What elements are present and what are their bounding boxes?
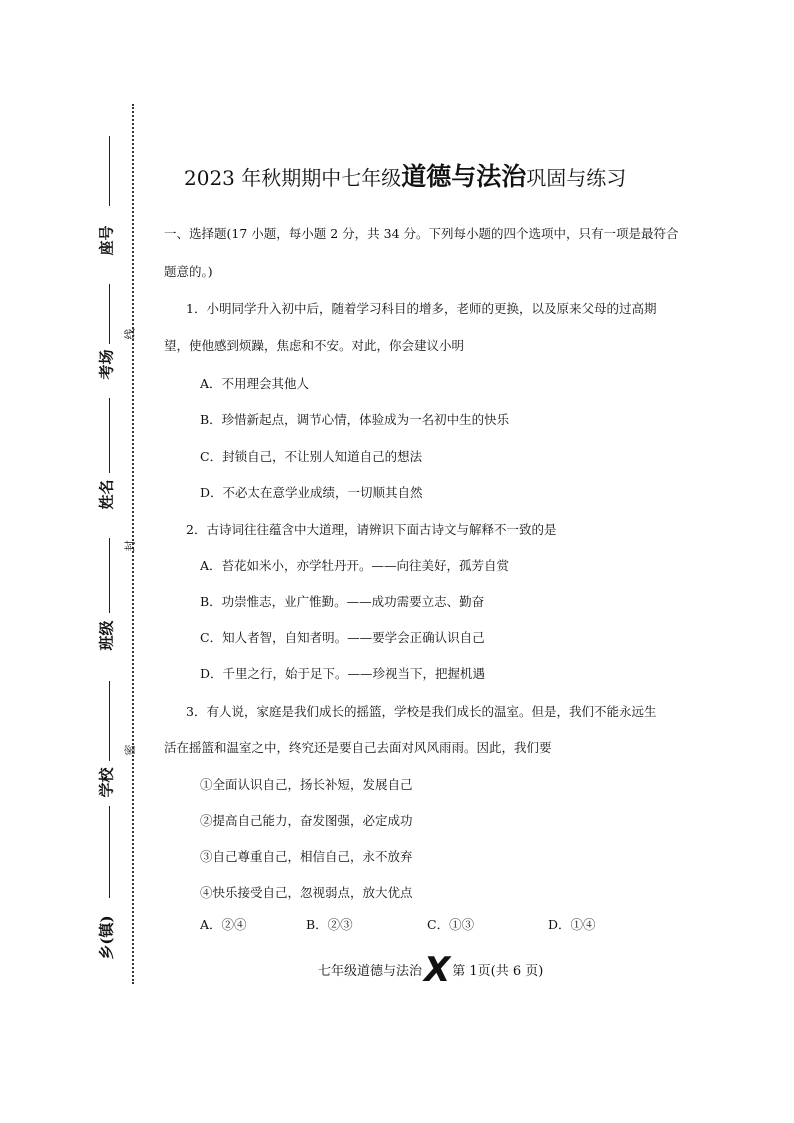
question-3-choice-d: D．①④ <box>548 917 596 932</box>
question-3-choice-c: C．①③ <box>427 917 475 932</box>
question-2-stem: 2．古诗词往往蕴含中大道理，请辨识下面古诗文与解释不一致的是 <box>186 522 557 537</box>
question-2-option-a: A．苔花如米小，亦学牡丹开。——向往美好，孤芳自赏 <box>200 558 510 573</box>
question-1-option-d: D．不必太在意学业成绩，一切顺其自然 <box>200 485 423 500</box>
underline <box>109 136 110 206</box>
field-label: 考场 <box>97 348 116 380</box>
handwritten-mark: X <box>424 950 451 990</box>
question-3-stem-line2: 活在摇篮和温室之中，终究还是要自己去面对风风雨雨。因此，我们要 <box>164 740 552 755</box>
field-label: 班级 <box>97 619 116 651</box>
field-label: 乡(镇) <box>97 914 116 960</box>
question-1-option-c: C．封锁自己，不让别人知道自己的想法 <box>200 449 423 464</box>
township-field <box>86 914 126 960</box>
cut-mark-seal: 封 <box>123 540 137 552</box>
section-instructions-line1: 一、选择题(17 小题，每小题 2 分，共 34 分。下列每小题的四个选项中，只有一项是最符合 <box>164 226 679 241</box>
name-field <box>86 476 126 512</box>
footer-subject: 七年级道德与法治 <box>318 964 423 979</box>
question-3-statement-1: ①全面认识自己，扬长补短，发展自己 <box>200 777 413 792</box>
underline <box>109 398 110 473</box>
footer-page-number: 第 1页(共 6 页) <box>452 964 544 979</box>
question-3-choice-b: B．②③ <box>306 917 353 932</box>
question-1-option-b: B．珍惜新起点，调节心情，体验成为一名初中生的快乐 <box>200 412 510 427</box>
question-2-option-d: D．千里之行，始于足下。——珍视当下，把握机遇 <box>200 666 486 681</box>
field-label: 学校 <box>97 766 116 798</box>
question-1-option-a: A．不用理会其他人 <box>200 376 310 391</box>
field-label: 座号 <box>97 224 116 256</box>
question-2-option-c: C．知人者智，自知者明。——要学会正确认识自己 <box>200 630 485 645</box>
question-1-stem-line1: 1．小明同学升入初中后，随着学习科目的增多，老师的更换，以及原来父母的过高期 <box>186 301 657 316</box>
title-subject: 道德与法治 <box>401 162 527 191</box>
seat-number-field <box>86 222 126 258</box>
title-year: 2023 年秋期期中七年级 <box>184 166 402 190</box>
exam-room-field <box>86 346 126 382</box>
question-3-stem-line1: 3．有人说，家庭是我们成长的摇篮，学校是我们成长的温室。但是，我们不能永远生 <box>186 704 657 719</box>
question-3-statement-4: ④快乐接受自己，忽视弱点，放大优点 <box>200 885 413 900</box>
field-label: 姓名 <box>97 478 116 510</box>
question-1-stem-line2: 望，使他感到烦躁，焦虑和不安。对此，你会建议小明 <box>164 338 465 353</box>
question-3-choice-a: A．②④ <box>200 917 247 932</box>
underline <box>109 681 110 761</box>
section-instructions-line2: 题意的。) <box>164 264 213 279</box>
question-3-statement-3: ③自己尊重自己，相信自己，永不放弃 <box>200 849 413 864</box>
page-title <box>184 157 626 193</box>
cut-mark-secret: 密 <box>123 744 137 756</box>
class-field <box>86 617 126 653</box>
underline <box>109 806 110 898</box>
question-3-statement-2: ②提高自己能力，奋发图强，必定成功 <box>200 813 413 828</box>
underline <box>109 538 110 613</box>
title-suffix: 巩固与练习 <box>526 166 627 190</box>
cut-mark-line: 线 <box>123 328 137 340</box>
school-field <box>86 764 126 800</box>
page-footer <box>318 944 544 990</box>
question-2-option-b: B．功崇惟志，业广惟勤。——成功需要立志、勤奋 <box>200 594 485 609</box>
underline <box>109 284 110 344</box>
